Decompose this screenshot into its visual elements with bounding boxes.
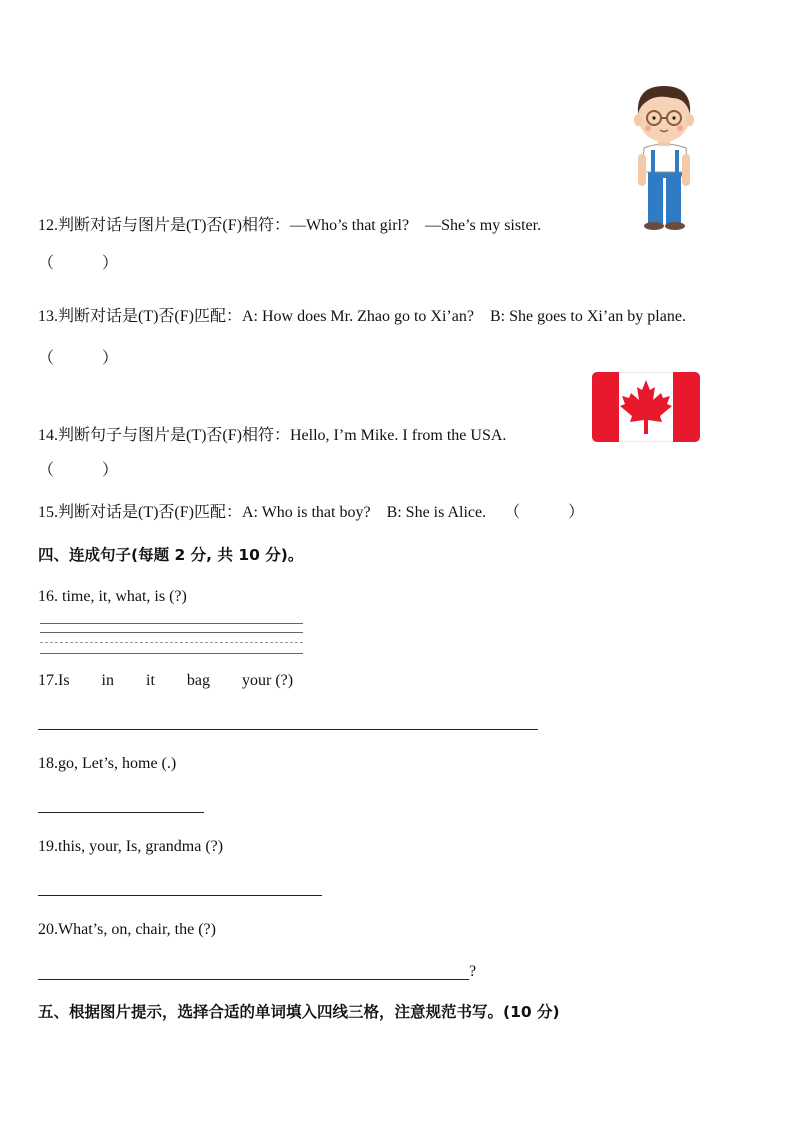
- answer-line-20[interactable]: [38, 979, 469, 980]
- question-15-text: 15.判断对话是(T)否(F)匹配：A: Who is that boy? B: She is Alice.: [38, 504, 487, 521]
- answer-line-19[interactable]: [38, 895, 322, 896]
- question-13: [38, 296, 744, 380]
- question-20-end-mark: ?: [469, 963, 477, 980]
- boy-image: [626, 80, 696, 232]
- question-15-answer[interactable]: （ ）: [504, 504, 585, 521]
- question-13-answer[interactable]: （ ）: [38, 350, 119, 367]
- question-13-text: 13.判断对话是(T)否(F)匹配：A: How does Mr. Zhao go to Xi’an? B: She goes to Xi’an by plane.: [38, 308, 686, 325]
- question-12-answer[interactable]: （ ）: [38, 255, 119, 272]
- question-20: 20.What’s, on, chair, the (?): [38, 921, 216, 938]
- question-18: 18.go, Let’s, home (.): [38, 755, 177, 772]
- section-5-title: 五、根据图片提示，选择合适的单词填入四线三格，注意规范书写。(10 分): [38, 1003, 560, 1021]
- flag-image: [592, 372, 700, 442]
- question-17: 17.Is in it bag your (?): [38, 672, 294, 689]
- section-4-title: 四、连成句子(每题 2 分, 共 10 分)。: [38, 546, 304, 564]
- question-14: [38, 426, 506, 446]
- question-15: [38, 503, 584, 523]
- question-12-text: 12.判断对话与图片是(T)否(F)相符：—Who’s that girl? —She’s my sister.: [38, 217, 542, 234]
- answer-line-18[interactable]: [38, 812, 204, 813]
- question-14-answer[interactable]: （ ）: [38, 462, 119, 479]
- four-line-grid[interactable]: [40, 623, 303, 655]
- question-16: 16. time, it, what, is (?): [38, 588, 187, 605]
- question-14-text: 14.判断句子与图片是(T)否(F)相符：Hello, I’m Mike. I from the USA.: [38, 427, 507, 444]
- answer-line-17[interactable]: [38, 729, 538, 730]
- question-12: [38, 216, 541, 236]
- question-19: 19.this, your, Is, grandma (?): [38, 838, 224, 855]
